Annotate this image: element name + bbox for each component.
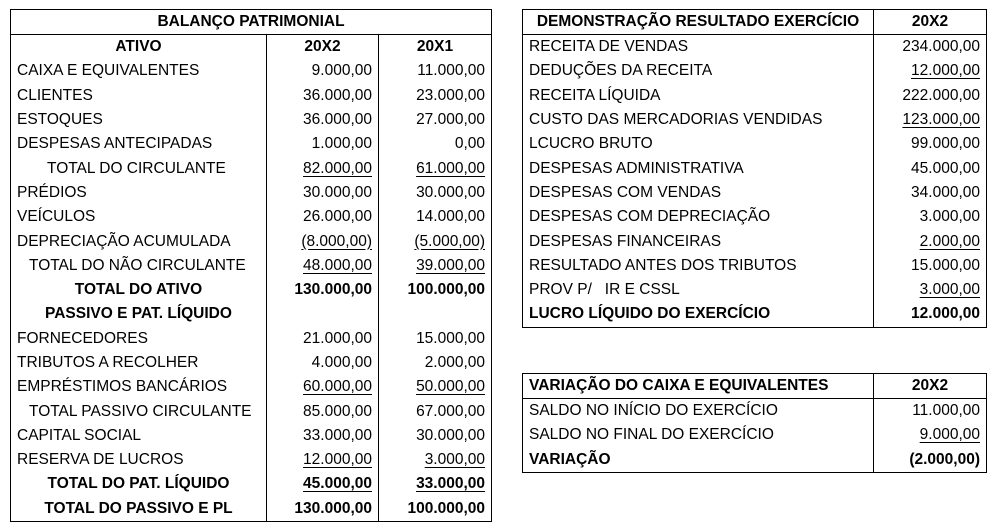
- table-row: [11, 351, 492, 375]
- row-label: LUCRO LÍQUIDO DO EXERCÍCIO: [523, 302, 874, 327]
- row-label: TOTAL DO NÃO CIRCULANTE: [11, 254, 267, 278]
- table-row: [523, 229, 987, 253]
- row-label: TOTAL DO ATIVO: [11, 278, 267, 302]
- table-row-total: [11, 278, 492, 302]
- table-row: [11, 108, 492, 132]
- col-20x1-header: 20X1: [379, 35, 492, 60]
- row-value: 45.000,00: [874, 156, 987, 180]
- section-header-row: [11, 302, 492, 326]
- table-row-subtotal: [11, 399, 492, 423]
- row-label: CAIXA E EQUIVALENTES: [11, 59, 267, 83]
- value-20x2: 60.000,00: [303, 378, 372, 396]
- value-20x1: 50.000,00: [416, 378, 486, 396]
- value-20x1: 100.000,00: [379, 497, 492, 522]
- row-value: 123.000,00: [902, 111, 980, 129]
- table-row: [523, 59, 987, 83]
- row-label: SALDO NO INÍCIO DO EXERCÍCIO: [523, 399, 874, 424]
- row-label: TRIBUTOS A RECOLHER: [11, 351, 267, 375]
- variacao-col-20x2: 20X2: [874, 374, 987, 399]
- row-label: PROV P/ IR E CSSL: [523, 278, 874, 302]
- table-row: [11, 327, 492, 351]
- table-row-subtotal: [11, 254, 492, 278]
- row-value: 34.000,00: [874, 181, 987, 205]
- row-label: CUSTO DAS MERCADORIAS VENDIDAS: [523, 108, 874, 132]
- table-row: [11, 424, 492, 448]
- value-20x1: 2.000,00: [379, 351, 492, 375]
- row-label: RECEITA DE VENDAS: [523, 35, 874, 60]
- row-label: DESPESAS ADMINISTRATIVA: [523, 156, 874, 180]
- row-label: PRÉDIOS: [11, 181, 267, 205]
- balanco-title: BALANÇO PATRIMONIAL: [11, 10, 492, 35]
- variacao-caixa-table: [522, 373, 987, 473]
- dre-title: DEMONSTRAÇÃO RESULTADO EXERCÍCIO: [523, 10, 874, 35]
- value-20x2: 33.000,00: [267, 424, 379, 448]
- row-label: ESTOQUES: [11, 108, 267, 132]
- row-label: VARIAÇÃO: [523, 448, 874, 473]
- row-value: 3.000,00: [919, 281, 980, 299]
- value-20x1: 15.000,00: [379, 327, 492, 351]
- table-row: [523, 423, 987, 447]
- table-row: [11, 59, 492, 83]
- row-label: SALDO NO FINAL DO EXERCÍCIO: [523, 423, 874, 447]
- row-value: 12.000,00: [874, 302, 987, 327]
- value-20x1: 33.000,00: [416, 475, 486, 493]
- row-label: DESPESAS FINANCEIRAS: [523, 229, 874, 253]
- col-20x2-header: 20X2: [267, 35, 379, 60]
- variacao-header-row: [523, 374, 987, 399]
- row-value: 222.000,00: [874, 84, 987, 108]
- value-20x2: 45.000,00: [303, 475, 372, 493]
- table-row: [11, 375, 492, 399]
- value-20x1: 27.000,00: [379, 108, 492, 132]
- value-20x1: [379, 302, 492, 326]
- row-label: TOTAL DO PASSIVO E PL: [11, 497, 267, 522]
- row-label: DEDUÇÕES DA RECEITA: [523, 59, 874, 83]
- value-20x1: 39.000,00: [416, 256, 486, 274]
- dre-col-20x2: 20X2: [874, 10, 987, 35]
- row-value: (2.000,00): [874, 448, 987, 473]
- row-label: VEÍCULOS: [11, 205, 267, 229]
- value-20x2: 4.000,00: [267, 351, 379, 375]
- row-label: RECEITA LÍQUIDA: [523, 84, 874, 108]
- table-row-total: [523, 302, 987, 327]
- table-row: [11, 205, 492, 229]
- value-20x2: 30.000,00: [267, 181, 379, 205]
- value-20x2: 12.000,00: [303, 451, 372, 469]
- value-20x1: 61.000,00: [416, 159, 486, 177]
- row-label: DESPESAS COM DEPRECIAÇÃO: [523, 205, 874, 229]
- table-row: [11, 84, 492, 108]
- table-row: [523, 35, 987, 60]
- value-20x2: 82.000,00: [303, 159, 372, 177]
- row-value: 12.000,00: [911, 62, 980, 80]
- dre-table: [522, 9, 987, 328]
- table-row: [523, 132, 987, 156]
- table-row: [11, 448, 492, 472]
- row-label: CLIENTES: [11, 84, 267, 108]
- row-value: 99.000,00: [874, 132, 987, 156]
- table-row: [523, 156, 987, 180]
- value-20x2: 85.000,00: [267, 399, 379, 423]
- row-label: LCUCRO BRUTO: [523, 132, 874, 156]
- row-label: RESULTADO ANTES DOS TRIBUTOS: [523, 254, 874, 278]
- table-row: [523, 108, 987, 132]
- row-value: 2.000,00: [919, 232, 980, 250]
- passivo-section-label: PASSIVO E PAT. LÍQUIDO: [11, 302, 267, 326]
- table-row: [523, 254, 987, 278]
- value-20x1: (5.000,00): [414, 232, 486, 250]
- value-20x2: 36.000,00: [267, 108, 379, 132]
- row-label: TOTAL PASSIVO CIRCULANTE: [11, 399, 267, 423]
- row-value: 3.000,00: [874, 205, 987, 229]
- value-20x2: 36.000,00: [267, 84, 379, 108]
- table-row-total: [523, 448, 987, 473]
- table-row: [11, 181, 492, 205]
- table-row-subtotal: [11, 156, 492, 180]
- row-value: 11.000,00: [874, 399, 987, 424]
- value-20x1: 3.000,00: [424, 451, 486, 469]
- row-label: RESERVA DE LUCROS: [11, 448, 267, 472]
- value-20x1: 23.000,00: [379, 84, 492, 108]
- balanco-header-row: [11, 35, 492, 60]
- row-value: 9.000,00: [919, 426, 980, 444]
- value-20x1: 11.000,00: [379, 59, 492, 83]
- value-20x2: 9.000,00: [267, 59, 379, 83]
- table-row: [523, 84, 987, 108]
- row-value: 15.000,00: [874, 254, 987, 278]
- table-row: [523, 205, 987, 229]
- row-label: DESPESAS ANTECIPADAS: [11, 132, 267, 156]
- value-20x2: 1.000,00: [267, 132, 379, 156]
- value-20x2: 130.000,00: [267, 278, 379, 302]
- table-row: [523, 181, 987, 205]
- value-20x1: 67.000,00: [379, 399, 492, 423]
- row-label: TOTAL DO PAT. LÍQUIDO: [11, 472, 267, 496]
- value-20x1: 30.000,00: [379, 181, 492, 205]
- table-row: [523, 278, 987, 302]
- value-20x2: 21.000,00: [267, 327, 379, 351]
- row-label: CAPITAL SOCIAL: [11, 424, 267, 448]
- value-20x1: 0,00: [379, 132, 492, 156]
- dre-header-row: [523, 10, 987, 35]
- value-20x1: 30.000,00: [379, 424, 492, 448]
- value-20x2: 48.000,00: [303, 256, 372, 274]
- row-label: DESPESAS COM VENDAS: [523, 181, 874, 205]
- value-20x2: 130.000,00: [267, 497, 379, 522]
- table-row-total: [11, 472, 492, 496]
- row-label: TOTAL DO CIRCULANTE: [11, 156, 267, 180]
- row-label: EMPRÉSTIMOS BANCÁRIOS: [11, 375, 267, 399]
- variacao-title: VARIAÇÃO DO CAIXA E EQUIVALENTES: [523, 374, 874, 399]
- value-20x2: 26.000,00: [267, 205, 379, 229]
- table-row: [11, 132, 492, 156]
- table-row-total: [11, 497, 492, 522]
- ativo-header: ATIVO: [11, 35, 267, 60]
- table-row: [11, 229, 492, 253]
- value-20x1: 100.000,00: [379, 278, 492, 302]
- balanco-patrimonial-table: [10, 9, 492, 522]
- value-20x2: [267, 302, 379, 326]
- table-row: [523, 399, 987, 424]
- value-20x2: (8.000,00): [301, 232, 372, 250]
- value-20x1: 14.000,00: [379, 205, 492, 229]
- row-value: 234.000,00: [874, 35, 987, 60]
- row-label: DEPRECIAÇÃO ACUMULADA: [11, 229, 267, 253]
- row-label: FORNECEDORES: [11, 327, 267, 351]
